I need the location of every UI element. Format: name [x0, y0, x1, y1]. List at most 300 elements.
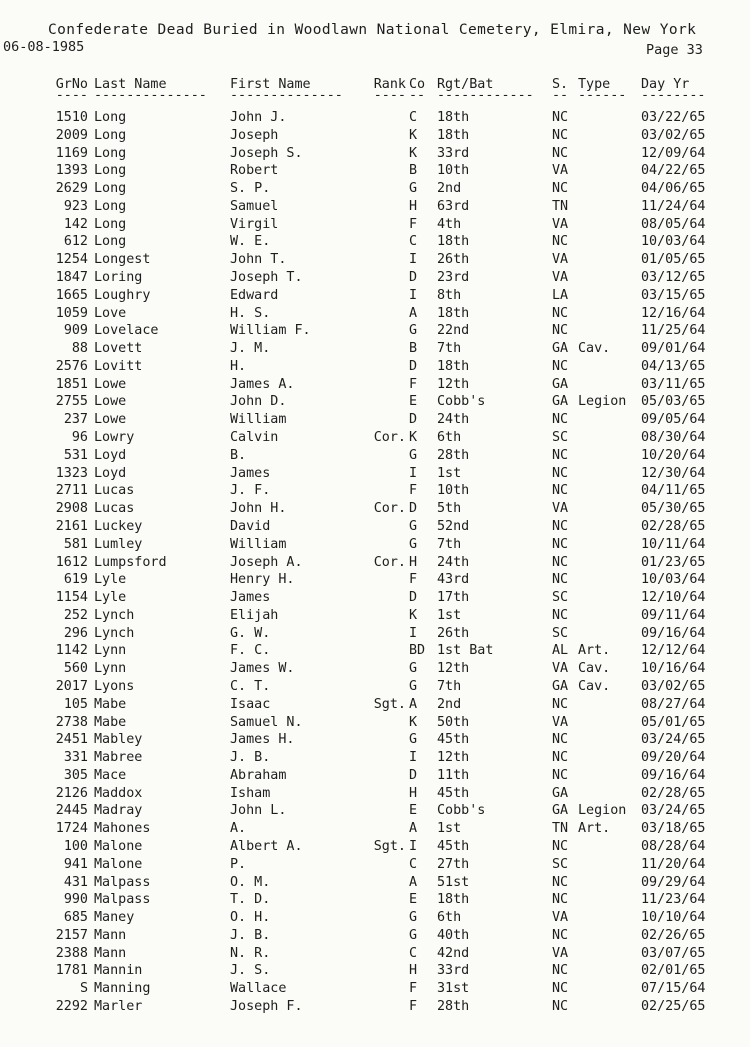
- date-cell: 08/27/64: [641, 696, 706, 712]
- grno-cell: 1059: [55, 305, 88, 321]
- state-cell: VA: [552, 270, 569, 286]
- last-name-cell: Lowe: [94, 394, 127, 410]
- company-cell: G: [409, 447, 418, 463]
- first-name-cell: Virgil: [230, 216, 279, 232]
- grno-cell: 1724: [55, 821, 88, 837]
- first-name-cell: H.: [230, 358, 247, 374]
- first-name-cell: John L.: [230, 803, 287, 819]
- last-name-cell: Lynn: [94, 643, 127, 659]
- state-cell: NC: [552, 963, 569, 979]
- grno-cell: 909: [63, 323, 88, 339]
- grno-cell: 1612: [55, 554, 88, 570]
- regiment-cell: 12th: [437, 376, 470, 392]
- table-row: [0, 127, 750, 145]
- column-header-type: Type: [578, 77, 611, 92]
- state-cell: NC: [552, 999, 569, 1014]
- last-name-cell: Mabley: [94, 732, 143, 748]
- company-cell: H: [409, 785, 418, 801]
- table-row: [0, 465, 750, 483]
- state-cell: NC: [552, 554, 569, 570]
- last-name-cell: Lyle: [94, 572, 127, 588]
- date-cell: 05/03/65: [641, 394, 706, 410]
- table-row: [0, 447, 750, 465]
- company-cell: H: [409, 963, 418, 979]
- date-cell: 02/28/65: [641, 518, 706, 534]
- date-cell: 09/11/64: [641, 607, 706, 623]
- last-name-cell: Lumley: [94, 536, 143, 552]
- company-cell: I: [409, 838, 418, 854]
- regiment-cell: 18th: [437, 358, 470, 374]
- date-cell: 08/28/64: [641, 838, 706, 854]
- first-name-cell: William F.: [230, 323, 311, 339]
- last-name-cell: Maddox: [94, 785, 143, 801]
- last-name-cell: Loughry: [94, 287, 151, 303]
- table-row: [0, 998, 750, 1016]
- state-cell: NC: [552, 927, 569, 943]
- date-cell: 09/16/64: [641, 625, 706, 641]
- first-name-cell: G. W.: [230, 625, 271, 641]
- state-cell: SC: [552, 856, 569, 872]
- grno-cell: 88: [71, 341, 88, 357]
- grno-cell: 2126: [55, 785, 88, 801]
- separator-date: --------: [641, 88, 706, 103]
- regiment-cell: 28th: [437, 999, 470, 1014]
- state-cell: NC: [552, 518, 569, 534]
- grno-cell: 531: [63, 447, 88, 463]
- date-cell: 11/20/64: [641, 856, 706, 872]
- regiment-cell: 40th: [437, 927, 470, 943]
- last-name-cell: Maney: [94, 910, 135, 926]
- grno-cell: 685: [63, 910, 88, 926]
- last-name-cell: Lucas: [94, 501, 135, 517]
- state-cell: NC: [552, 465, 569, 481]
- company-cell: G: [409, 661, 418, 677]
- grno-cell: 990: [63, 892, 88, 908]
- table-row: [0, 305, 750, 323]
- regiment-cell: 18th: [437, 234, 470, 250]
- last-name-cell: Long: [94, 145, 127, 161]
- regiment-cell: 45th: [437, 838, 470, 854]
- table-row: [0, 518, 750, 536]
- grno-cell: 296: [63, 625, 88, 641]
- date-cell: 11/23/64: [641, 892, 706, 908]
- date-cell: 03/15/65: [641, 287, 706, 303]
- last-name-cell: Mannin: [94, 963, 143, 979]
- grno-cell: 2388: [55, 945, 88, 961]
- regiment-cell: 26th: [437, 252, 470, 268]
- grno-cell: 2451: [55, 732, 88, 748]
- state-cell: AL: [552, 643, 569, 659]
- table-row: [0, 251, 750, 269]
- last-name-cell: Lucas: [94, 483, 135, 499]
- first-name-cell: Elijah: [230, 607, 279, 623]
- company-cell: G: [409, 910, 418, 926]
- table-row: [0, 411, 750, 429]
- separator-grno: ----: [55, 88, 88, 103]
- last-name-cell: Lyle: [94, 590, 127, 606]
- grno-cell: 331: [63, 750, 88, 766]
- table-row: [0, 429, 750, 447]
- grno-cell: 1510: [55, 110, 88, 125]
- regiment-cell: 7th: [437, 678, 462, 694]
- table-row: [0, 838, 750, 856]
- state-cell: NC: [552, 750, 569, 766]
- header-separator-row: [0, 88, 750, 103]
- state-cell: SC: [552, 430, 569, 446]
- state-cell: NC: [552, 358, 569, 374]
- last-name-cell: Lowe: [94, 376, 127, 392]
- first-name-cell: C. T.: [230, 678, 271, 694]
- grno-cell: 1847: [55, 270, 88, 286]
- separator-first-name: --------------: [230, 88, 343, 103]
- date-cell: 07/15/64: [641, 981, 706, 997]
- table-row: [0, 145, 750, 163]
- separator-rank: ----: [373, 88, 406, 103]
- first-name-cell: S. P.: [230, 181, 271, 197]
- company-cell: C: [409, 234, 418, 250]
- last-name-cell: Long: [94, 216, 127, 232]
- grno-cell: 1781: [55, 963, 88, 979]
- table-row: [0, 696, 750, 714]
- company-cell: K: [409, 145, 418, 161]
- table-row: [0, 767, 750, 785]
- grno-cell: 1142: [55, 643, 88, 659]
- date-cell: 10/10/64: [641, 910, 706, 926]
- grno-cell: 142: [63, 216, 88, 232]
- company-cell: F: [409, 999, 418, 1014]
- grno-cell: 2755: [55, 394, 88, 410]
- date-cell: 12/09/64: [641, 145, 706, 161]
- state-cell: VA: [552, 501, 569, 517]
- grno-cell: 2017: [55, 678, 88, 694]
- regiment-cell: 1st: [437, 821, 462, 837]
- grno-cell: 105: [63, 696, 88, 712]
- grno-cell: S: [79, 981, 88, 997]
- table-row: [0, 802, 750, 820]
- date-cell: 03/24/65: [641, 803, 706, 819]
- grno-cell: 2157: [55, 927, 88, 943]
- state-cell: NC: [552, 607, 569, 623]
- first-name-cell: John T.: [230, 252, 287, 268]
- company-cell: F: [409, 376, 418, 392]
- page-number: Page 33: [646, 42, 703, 58]
- state-cell: NC: [552, 234, 569, 250]
- company-cell: E: [409, 394, 418, 410]
- last-name-cell: Long: [94, 234, 127, 250]
- first-name-cell: J. S.: [230, 963, 271, 979]
- first-name-cell: James: [230, 590, 271, 606]
- company-cell: G: [409, 678, 418, 694]
- state-cell: NC: [552, 412, 569, 428]
- table-row: [0, 660, 750, 678]
- regiment-cell: 50th: [437, 714, 470, 730]
- company-cell: G: [409, 323, 418, 339]
- last-name-cell: Loring: [94, 270, 143, 286]
- table-row: [0, 482, 750, 500]
- date-cell: 02/26/65: [641, 927, 706, 943]
- date-cell: 10/20/64: [641, 447, 706, 463]
- company-cell: D: [409, 358, 418, 374]
- regiment-cell: 42nd: [437, 945, 470, 961]
- grno-cell: 1393: [55, 163, 88, 179]
- grno-cell: 1665: [55, 287, 88, 303]
- company-cell: D: [409, 270, 418, 286]
- company-cell: A: [409, 305, 418, 321]
- state-cell: GA: [552, 678, 569, 694]
- grno-cell: 1851: [55, 376, 88, 392]
- regiment-cell: 17th: [437, 590, 470, 606]
- first-name-cell: Calvin: [230, 430, 279, 446]
- company-cell: D: [409, 590, 418, 606]
- date-cell: 10/03/64: [641, 234, 706, 250]
- regiment-cell: 22nd: [437, 323, 470, 339]
- table-row: [0, 536, 750, 554]
- regiment-cell: 2nd: [437, 696, 462, 712]
- last-name-cell: Long: [94, 163, 127, 179]
- first-name-cell: H. S.: [230, 305, 271, 321]
- grno-cell: 305: [63, 767, 88, 783]
- grno-cell: 941: [63, 856, 88, 872]
- last-name-cell: Mabe: [94, 714, 127, 730]
- state-cell: TN: [552, 821, 569, 837]
- table-row: [0, 874, 750, 892]
- regiment-cell: 45th: [437, 785, 470, 801]
- regiment-cell: 8th: [437, 287, 462, 303]
- table-row: [0, 500, 750, 518]
- date-cell: 08/30/64: [641, 430, 706, 446]
- last-name-cell: Long: [94, 110, 127, 125]
- last-name-cell: Malpass: [94, 892, 151, 908]
- company-cell: K: [409, 714, 418, 730]
- regiment-cell: 7th: [437, 341, 462, 357]
- last-name-cell: Lowe: [94, 412, 127, 428]
- last-name-cell: Lynch: [94, 607, 135, 623]
- date-cell: 11/25/64: [641, 323, 706, 339]
- last-name-cell: Manning: [94, 981, 151, 997]
- state-cell: VA: [552, 216, 569, 232]
- rank-cell: Cor.: [373, 554, 406, 570]
- company-cell: G: [409, 536, 418, 552]
- last-name-cell: Loyd: [94, 465, 127, 481]
- grno-cell: 2711: [55, 483, 88, 499]
- company-cell: F: [409, 572, 418, 588]
- date-cell: 08/05/64: [641, 216, 706, 232]
- grno-cell: 237: [63, 412, 88, 428]
- table-row: [0, 856, 750, 874]
- last-name-cell: Love: [94, 305, 127, 321]
- table-row: [0, 945, 750, 963]
- company-cell: G: [409, 181, 418, 197]
- date-cell: 12/30/64: [641, 465, 706, 481]
- last-name-cell: Lynn: [94, 661, 127, 677]
- state-cell: NC: [552, 447, 569, 463]
- column-header-rank: Rank: [373, 77, 406, 92]
- regiment-cell: 31st: [437, 981, 470, 997]
- regiment-cell: 23rd: [437, 270, 470, 286]
- company-cell: I: [409, 465, 418, 481]
- company-cell: A: [409, 696, 418, 712]
- regiment-cell: 27th: [437, 856, 470, 872]
- regiment-cell: 43rd: [437, 572, 470, 588]
- state-cell: GA: [552, 394, 569, 410]
- regiment-cell: 10th: [437, 163, 470, 179]
- first-name-cell: Joseph S.: [230, 145, 303, 161]
- separator-regiment: ------------: [437, 88, 534, 103]
- first-name-cell: John H.: [230, 501, 287, 517]
- table-row: [0, 980, 750, 998]
- grno-cell: 2629: [55, 181, 88, 197]
- grno-cell: 1254: [55, 252, 88, 268]
- regiment-cell: 24th: [437, 412, 470, 428]
- type-cell: Art.: [578, 643, 611, 659]
- last-name-cell: Mabe: [94, 696, 127, 712]
- company-cell: H: [409, 198, 418, 214]
- first-name-cell: James H.: [230, 732, 295, 748]
- date-cell: 05/30/65: [641, 501, 706, 517]
- separator-type: ------: [578, 88, 627, 103]
- date-cell: 03/02/65: [641, 127, 706, 143]
- grno-cell: 1169: [55, 145, 88, 161]
- regiment-cell: Cobb's: [437, 394, 486, 410]
- date-cell: 09/20/64: [641, 750, 706, 766]
- type-cell: Art.: [578, 821, 611, 837]
- table-row: [0, 625, 750, 643]
- table-row: [0, 109, 750, 127]
- regiment-cell: 26th: [437, 625, 470, 641]
- state-cell: NC: [552, 127, 569, 143]
- type-cell: Cav.: [578, 341, 611, 357]
- first-name-cell: Joseph: [230, 127, 279, 143]
- company-cell: H: [409, 554, 418, 570]
- company-cell: F: [409, 981, 418, 997]
- state-cell: TN: [552, 198, 569, 214]
- table-row: [0, 909, 750, 927]
- date-cell: 03/18/65: [641, 821, 706, 837]
- last-name-cell: Mabree: [94, 750, 143, 766]
- company-cell: A: [409, 821, 418, 837]
- state-cell: NC: [552, 181, 569, 197]
- first-name-cell: Isham: [230, 785, 271, 801]
- first-name-cell: O. M.: [230, 874, 271, 890]
- grno-cell: 581: [63, 536, 88, 552]
- table-row: [0, 589, 750, 607]
- regiment-cell: 1st: [437, 465, 462, 481]
- date-cell: 04/06/65: [641, 181, 706, 197]
- first-name-cell: Henry H.: [230, 572, 295, 588]
- state-cell: VA: [552, 945, 569, 961]
- table-row: [0, 233, 750, 251]
- column-header-last-name: Last Name: [94, 77, 167, 92]
- document-title: Confederate Dead Buried in Woodlawn National Cemetery, Elmira, New York: [48, 22, 697, 38]
- separator-last-name: --------------: [94, 88, 207, 103]
- state-cell: NC: [552, 838, 569, 854]
- regiment-cell: Cobb's: [437, 803, 486, 819]
- state-cell: VA: [552, 163, 569, 179]
- grno-cell: 96: [71, 430, 88, 446]
- state-cell: NC: [552, 145, 569, 161]
- company-cell: I: [409, 287, 418, 303]
- table-row: [0, 162, 750, 180]
- regiment-cell: 11th: [437, 767, 470, 783]
- grno-cell: 431: [63, 874, 88, 890]
- company-cell: G: [409, 927, 418, 943]
- last-name-cell: Malpass: [94, 874, 151, 890]
- company-cell: I: [409, 252, 418, 268]
- state-cell: NC: [552, 572, 569, 588]
- table-row: [0, 962, 750, 980]
- last-name-cell: Lynch: [94, 625, 135, 641]
- date-cell: 03/12/65: [641, 270, 706, 286]
- company-cell: G: [409, 518, 418, 534]
- regiment-cell: 52nd: [437, 518, 470, 534]
- state-cell: SC: [552, 590, 569, 606]
- separator-state: --: [552, 88, 569, 103]
- table-row: [0, 642, 750, 660]
- first-name-cell: J. M.: [230, 341, 271, 357]
- state-cell: NC: [552, 305, 569, 321]
- grno-cell: 1154: [55, 590, 88, 606]
- regiment-cell: 4th: [437, 216, 462, 232]
- column-header-regiment: Rgt/Bat: [437, 77, 494, 92]
- date-cell: 09/29/64: [641, 874, 706, 890]
- regiment-cell: 51st: [437, 874, 470, 890]
- column-header-state: S.: [552, 77, 569, 92]
- company-cell: D: [409, 767, 418, 783]
- type-cell: Cav.: [578, 661, 611, 677]
- regiment-cell: 18th: [437, 110, 470, 125]
- date-cell: 10/11/64: [641, 536, 706, 552]
- company-cell: E: [409, 892, 418, 908]
- first-name-cell: Samuel: [230, 198, 279, 214]
- state-cell: NC: [552, 767, 569, 783]
- date-cell: 02/28/65: [641, 785, 706, 801]
- company-cell: B: [409, 163, 418, 179]
- first-name-cell: P.: [230, 856, 247, 872]
- regiment-cell: 12th: [437, 750, 470, 766]
- regiment-cell: 18th: [437, 892, 470, 908]
- table-row: [0, 571, 750, 589]
- state-cell: VA: [552, 910, 569, 926]
- date-cell: 12/16/64: [641, 305, 706, 321]
- type-cell: Cav.: [578, 678, 611, 694]
- date-cell: 04/22/65: [641, 163, 706, 179]
- first-name-cell: William: [230, 412, 287, 428]
- first-name-cell: Wallace: [230, 981, 287, 997]
- state-cell: VA: [552, 714, 569, 730]
- table-row: [0, 554, 750, 572]
- first-name-cell: J. B.: [230, 927, 271, 943]
- state-cell: GA: [552, 376, 569, 392]
- last-name-cell: Loyd: [94, 447, 127, 463]
- grno-cell: 1323: [55, 465, 88, 481]
- regiment-cell: 63rd: [437, 198, 470, 214]
- first-name-cell: Edward: [230, 287, 279, 303]
- grno-cell: 612: [63, 234, 88, 250]
- last-name-cell: Luckey: [94, 518, 143, 534]
- table-row: [0, 216, 750, 234]
- first-name-cell: Albert A.: [230, 838, 303, 854]
- date-cell: 02/01/65: [641, 963, 706, 979]
- first-name-cell: Isaac: [230, 696, 271, 712]
- table-row: [0, 180, 750, 198]
- state-cell: SC: [552, 625, 569, 641]
- last-name-cell: Lovelace: [94, 323, 159, 339]
- last-name-cell: Mann: [94, 945, 127, 961]
- regiment-cell: 28th: [437, 447, 470, 463]
- first-name-cell: William: [230, 536, 287, 552]
- column-header-company: Co: [409, 77, 426, 92]
- first-name-cell: T. D.: [230, 892, 271, 908]
